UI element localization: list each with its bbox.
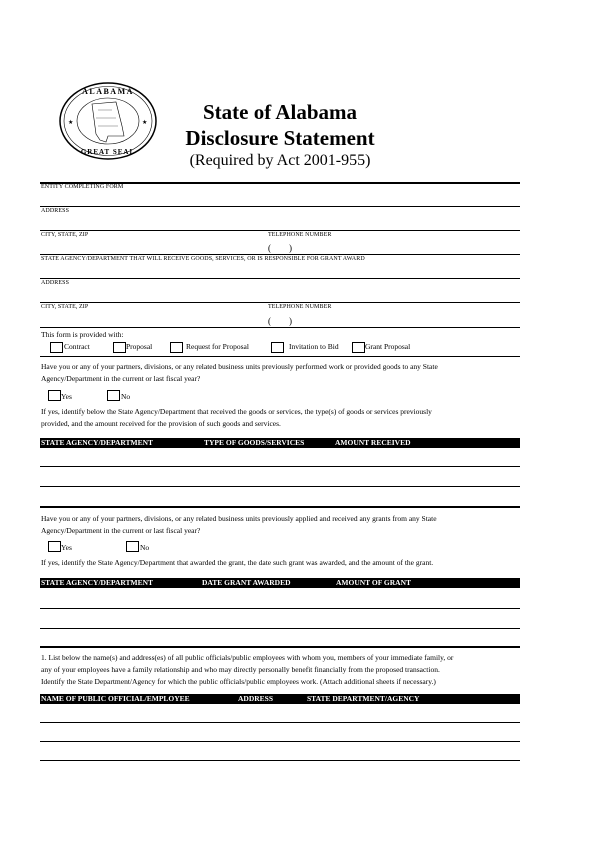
page-act-reference: (Required by Act 2001-955): [189, 152, 371, 169]
section1-row-line[interactable]: [40, 506, 520, 508]
divider: [40, 356, 520, 357]
section2-row-line[interactable]: [40, 608, 520, 609]
col-state-agency: STATE AGENCY/DEPARTMENT: [41, 438, 154, 447]
section3-row-line[interactable]: [40, 722, 520, 723]
agency-label: STATE AGENCY/DEPARTMENT THAT WILL RECEIVE GOODS, SERVICES, OR IS RESPONSIBLE FOR GRANT AWARD: [41, 256, 365, 262]
rfp-checkbox[interactable]: [170, 342, 183, 353]
divider: [40, 254, 520, 255]
entity-field[interactable]: [40, 206, 520, 207]
section1-row-line[interactable]: [40, 466, 520, 467]
divider: [40, 327, 520, 328]
proposal-label: Proposal: [126, 342, 153, 351]
section2-no-label: No: [140, 543, 150, 552]
section3-line3: Identify the State Department/Agency for which the public officials/public employees work. (Attach additional sheets if necessary.): [41, 677, 436, 686]
seal-top-text: ALABAMA: [82, 87, 134, 96]
telephone-field[interactable]: ( ): [268, 243, 292, 253]
col-public-official: NAME OF PUBLIC OFFICIAL/EMPLOYEE: [41, 694, 190, 703]
col-amount-received: AMOUNT RECEIVED: [335, 438, 411, 447]
section1-yes-checkbox[interactable]: [48, 390, 61, 401]
agency-field[interactable]: [40, 278, 520, 279]
great-seal-of-alabama: [56, 80, 160, 162]
page-title: State of Alabama: [203, 100, 357, 124]
seal-star-left: ★: [68, 119, 74, 126]
contract-label: Contract: [64, 342, 90, 351]
col-state-department: STATE DEPARTMENT/AGENCY: [307, 694, 420, 703]
section1-no-checkbox[interactable]: [107, 390, 120, 401]
proposal-checkbox[interactable]: [113, 342, 126, 353]
section1-followup-line1: If yes, identify below the State Agency/Department that received the goods or services, the type(s) of goods or services previously: [41, 407, 432, 416]
grant-proposal-checkbox[interactable]: [352, 342, 365, 353]
section2-followup: If yes, identify the State Agency/Department that awarded the grant, the date such grant was awarded, and the amount of the grant.: [41, 558, 434, 567]
address-label: ADDRESS: [41, 208, 70, 214]
contract-checkbox[interactable]: [50, 342, 63, 353]
section2-row-line[interactable]: [40, 628, 520, 629]
agency-city-label: CITY, STATE, ZIP: [41, 304, 89, 310]
section3-line2: any of your employees have a family relationship and who may directly personally benefit financially from the proposed transaction.: [41, 665, 440, 674]
city-label: CITY, STATE, ZIP: [41, 232, 89, 238]
section3-line1: 1. List below the name(s) and address(es) of all public officials/public employees with whom you, members of your immediate family, or: [41, 653, 454, 662]
section1-yes-label: Yes: [61, 392, 72, 401]
section2-no-checkbox[interactable]: [126, 541, 139, 552]
address-field[interactable]: [40, 230, 520, 231]
section1-table-header: [40, 438, 520, 448]
section1-followup: [41, 406, 521, 430]
agency-address-field[interactable]: [40, 302, 520, 303]
agency-telephone-label: TELEPHONE NUMBER: [268, 304, 332, 310]
agency-telephone-field[interactable]: ( ): [268, 316, 292, 326]
col-address: ADDRESS: [238, 694, 274, 703]
section1-question-line2: Agency/Department in the current or last fiscal year?: [41, 374, 201, 383]
section3-row-line[interactable]: [40, 741, 520, 742]
section3-instructions: [41, 652, 521, 688]
section1-question-line1: Have you or any of your partners, divisions, or any related business units previously performed work or provided goods to any State: [41, 362, 438, 371]
col-type-goods: TYPE OF GOODS/SERVICES: [204, 438, 305, 447]
col-amount-grant: AMOUNT OF GRANT: [336, 578, 411, 587]
col-state-agency: STATE AGENCY/DEPARTMENT: [41, 578, 154, 587]
section1-question: [41, 361, 521, 385]
seal-bottom-text: GREAT SEAL: [80, 148, 136, 156]
telephone-label: TELEPHONE NUMBER: [268, 232, 332, 238]
section3-table-header: [40, 694, 520, 704]
section1-no-label: No: [121, 392, 131, 401]
section2-question: [41, 513, 521, 537]
section1-followup-line2: provided, and the amount received for the provision of such goods and services.: [41, 419, 281, 428]
rfp-label: Request for Proposal: [186, 342, 249, 351]
entity-label: ENTITY COMPLETING FORM: [41, 184, 124, 190]
page-subtitle: Disclosure Statement: [185, 126, 375, 150]
agency-address-label: ADDRESS: [41, 280, 70, 286]
section2-yes-checkbox[interactable]: [48, 541, 61, 552]
provided-with-label: This form is provided with:: [41, 330, 124, 339]
itb-checkbox[interactable]: [271, 342, 284, 353]
itb-label: Invitation to Bid: [289, 342, 339, 351]
section2-question-line1: Have you or any of your partners, divisions, or any related business units previously applied and received any grants from any State: [41, 514, 437, 523]
section2-question-line2: Agency/Department in the current or last fiscal year?: [41, 526, 201, 535]
section2-yes-label: Yes: [61, 543, 72, 552]
section1-row-line[interactable]: [40, 486, 520, 487]
grant-proposal-label: Grant Proposal: [365, 342, 411, 351]
section3-row-line[interactable]: [40, 760, 520, 761]
section2-table-header: [40, 578, 520, 588]
section2-row-line[interactable]: [40, 646, 520, 648]
seal-star-right: ★: [142, 119, 148, 126]
col-date-awarded: DATE GRANT AWARDED: [202, 578, 291, 587]
